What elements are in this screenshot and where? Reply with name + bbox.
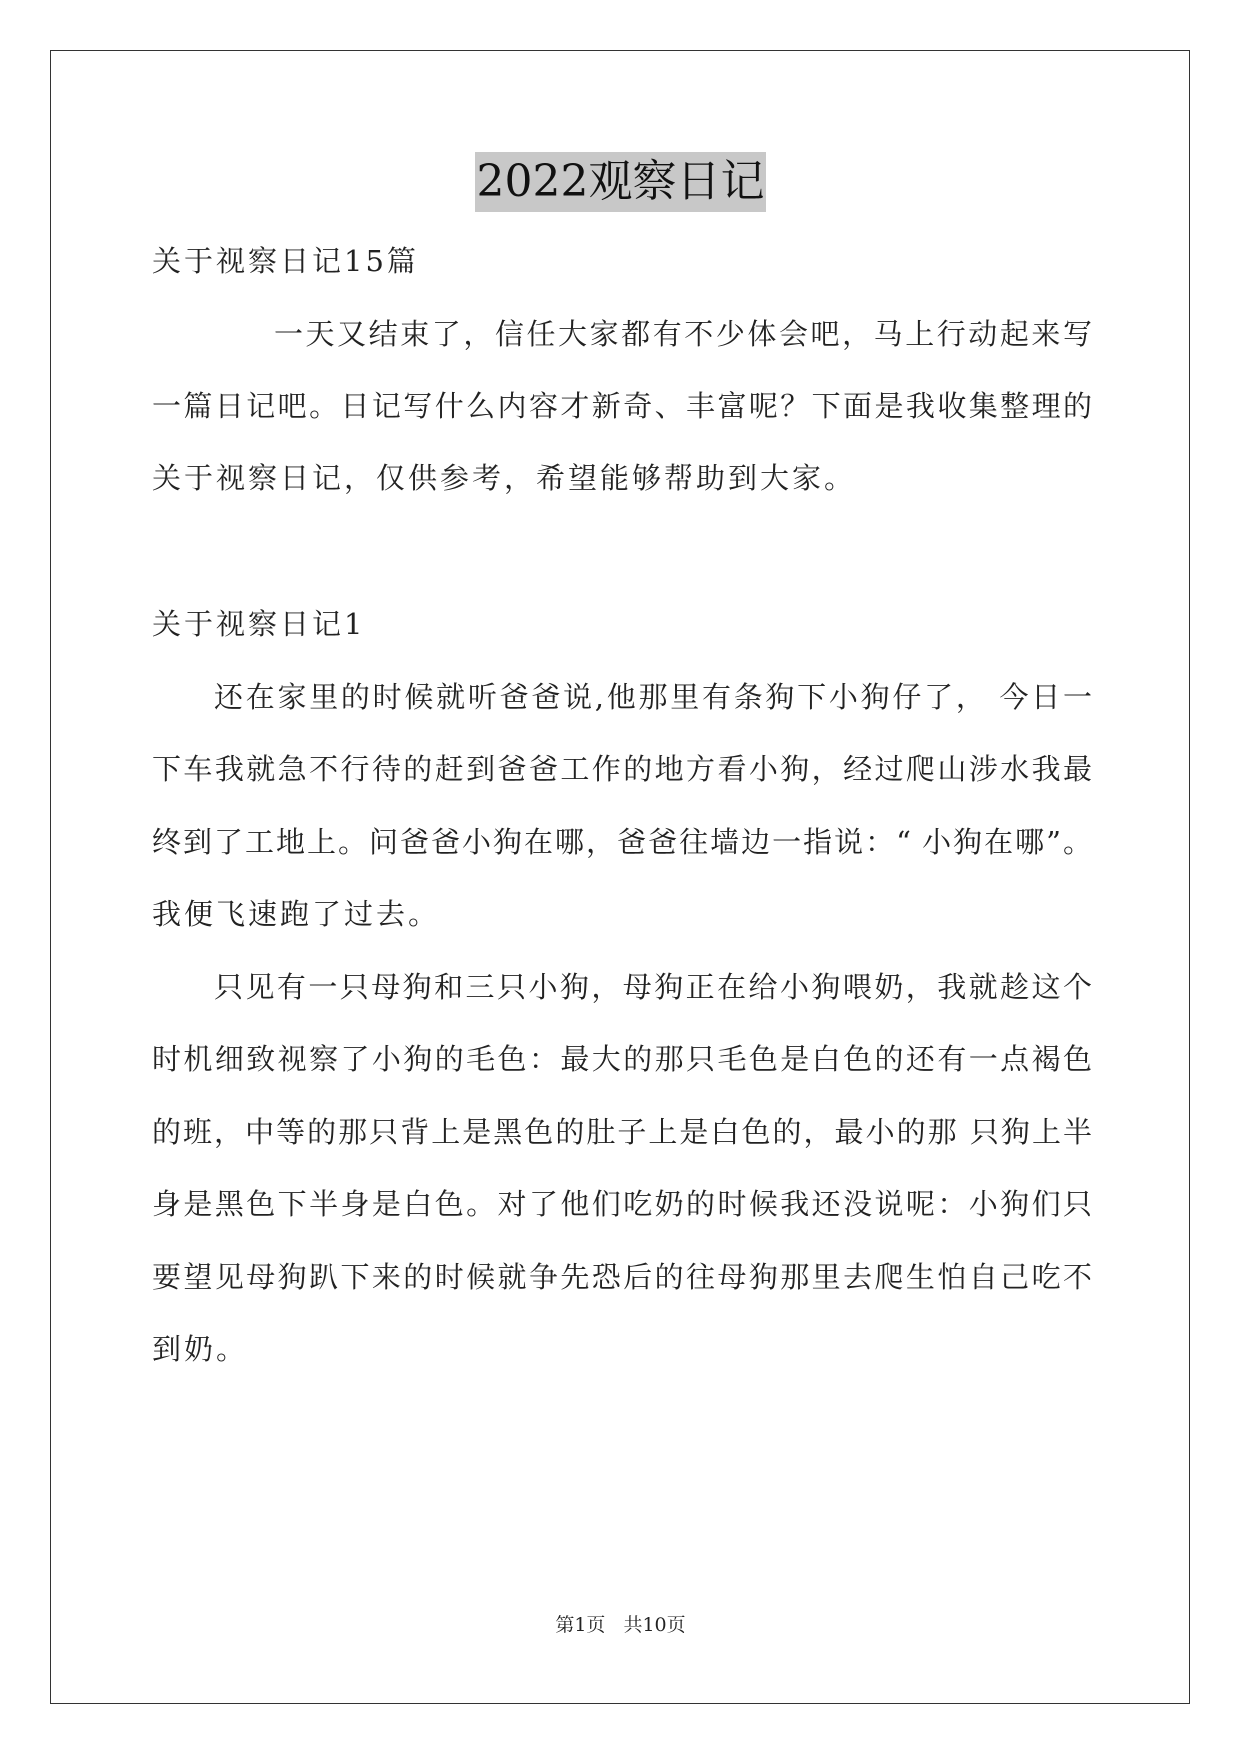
intro-line: 一天又结束了，信任大家都有不少体会吧，马上行动起来写 — [274, 317, 1092, 351]
document-title — [0, 152, 1241, 212]
page-footer — [0, 1612, 1241, 1638]
paragraph2-line: 到奶。 — [152, 1332, 249, 1366]
paragraph1-line: 还在家里的时候就听爸爸说,他那里有条狗下小狗仔了， 今日一 — [214, 680, 1092, 714]
section-heading: 关于视察日记1 — [152, 607, 366, 641]
paragraph1-line: 下车我就急不行待的赶到爸爸工作的地方看小狗，经过爬山涉水我最 — [152, 752, 1092, 786]
paragraph2-line: 时机细致视察了小狗的毛色：最大的那只毛色是白色的还有一点褐色 — [152, 1042, 1092, 1076]
page-total: 共10页 — [623, 1614, 686, 1636]
paragraph1-line: 我便飞速跑了过去。 — [152, 897, 441, 931]
page-number: 第1页 — [555, 1614, 606, 1636]
paragraph2-line: 只见有一只母狗和三只小狗，母狗正在给小狗喂奶，我就趁这个 — [214, 970, 1092, 1004]
page-border — [50, 50, 1190, 1704]
intro-line: 关于视察日记，仅供参考，希望能够帮助到大家。 — [152, 461, 857, 495]
paragraph2-line: 的班，中等的那只背上是黑色的肚子上是白色的，最小的那 只狗上半 — [152, 1115, 1092, 1149]
paragraph1-line: 终到了工地上。问爸爸小狗在哪，爸爸往墙边一指说：“ 小狗在哪”。 — [152, 825, 1092, 859]
document-title-text: 2022观察日记 — [475, 152, 767, 212]
intro-line: 一篇日记吧。日记写什么内容才新奇、丰富呢？下面是我收集整理的 — [152, 389, 1092, 423]
paragraph2-line: 要望见母狗趴下来的时候就争先恐后的往母狗那里去爬生怕自己吃不 — [152, 1260, 1092, 1294]
paragraph2-line: 身是黑色下半身是白色。对了他们吃奶的时候我还没说呢：小狗们只 — [152, 1187, 1092, 1221]
subtitle: 关于视察日记15篇 — [152, 244, 419, 278]
